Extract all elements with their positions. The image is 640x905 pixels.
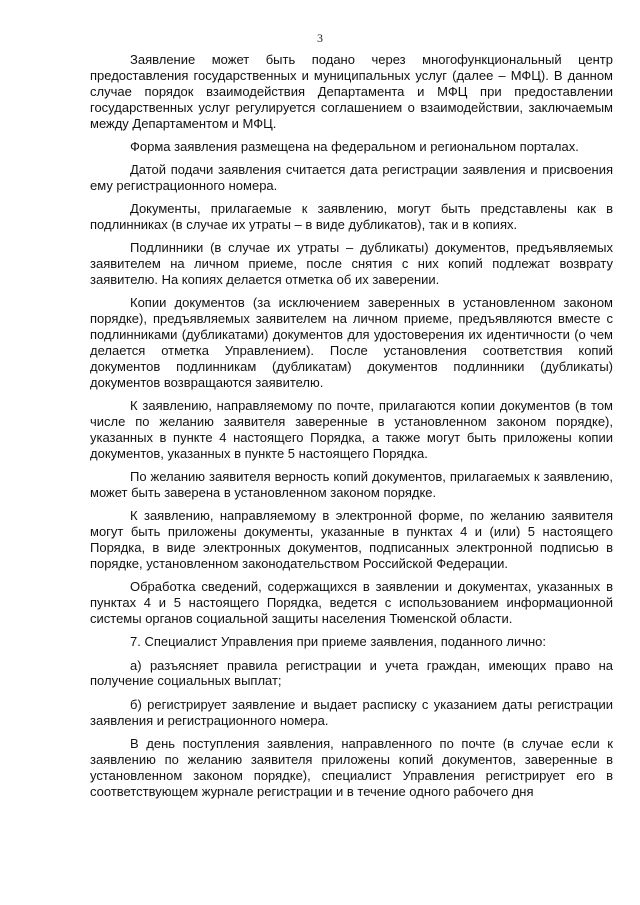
- paragraph: По желанию заявителя верность копий документов, прилагаемых к заявлению, может быть заверена в установленном законом порядке.: [90, 469, 613, 501]
- paragraph: Обработка сведений, содержащихся в заявлении и документах, указанных в пунктах 4 и 5 настоящего Порядка, ведется с использованием информационной системы органов социальной защиты населения Тюменской области.: [90, 579, 613, 627]
- paragraph-item-7: 7. Специалист Управления при приеме заявления, поданного лично:: [130, 634, 547, 650]
- paragraph-subitem-a: а) разъясняет правила регистрации и учета граждан, имеющих право на получение социальных выплат;: [90, 657, 613, 689]
- paragraph: Датой подачи заявления считается дата регистрации заявления и присвоения ему регистрационного номера.: [90, 162, 613, 194]
- page-number: 3: [317, 31, 323, 45]
- paragraph: Подлинники (в случае их утраты – дубликаты) документов, предъявляемых заявителем на личном приеме, после снятия с них копий подлежат возврату заявителю. На копиях делается отметка об их заверении.: [90, 240, 613, 288]
- paragraph: Копии документов (за исключением заверенных в установленном законом порядке), предъявляемых заявителем на личном приеме, предъявляются вместе с подлинниками (дубликатами) документов для удостоверения их идентичности (о чем делается отметка Управлением). После установления соответствия копий документов подлинникам (дубликатам) документов подлинники (дубликаты) документов возвращаются заявителю.: [90, 295, 613, 391]
- paragraph: К заявлению, направляемому в электронной форме, по желанию заявителя могут быть приложены документы, указанные в пунктах 4 и (или) 5 настоящего Порядка, в виде электронных документов, подписанных электронной подписью в порядке, установленном законодательством Российской Федерации.: [90, 508, 613, 572]
- document-body: [90, 52, 613, 807]
- paragraph: Форма заявления размещена на федеральном и региональном порталах.: [130, 138, 579, 154]
- paragraph-subitem-b: б) регистрирует заявление и выдает расписку с указанием даты регистрации заявления и регистрационного номера.: [90, 696, 613, 728]
- paragraph: Заявление может быть подано через многофункциональный центр предоставления государственных и муниципальных услуг (далее – МФЦ). В данном случае порядок взаимодействия Департамента и МФЦ при предоставлении государственных услуг регулируется соглашением о взаимодействии, заключаемым между Департаментом и МФЦ.: [90, 52, 613, 131]
- paragraph: К заявлению, направляемому по почте, прилагаются копии документов (в том числе по желанию заявителя заверенные в установленном законом порядке), указанных в пункте 4 настоящего Порядка, а также могут быть приложены копии документов, указанных в пункте 5 настоящего Порядка.: [90, 398, 613, 462]
- paragraph: В день поступления заявления, направленного по почте (в случае если к заявлению по желанию заявителя приложены копий документов, заверенные в установленном законом порядке), специалист Управления регистрирует его в соответствующем журнале регистрации и в течение одного рабочего дня: [90, 735, 613, 799]
- paragraph: Документы, прилагаемые к заявлению, могут быть представлены как в подлинниках (в случае их утраты – в виде дубликатов), так и в копиях.: [90, 201, 613, 233]
